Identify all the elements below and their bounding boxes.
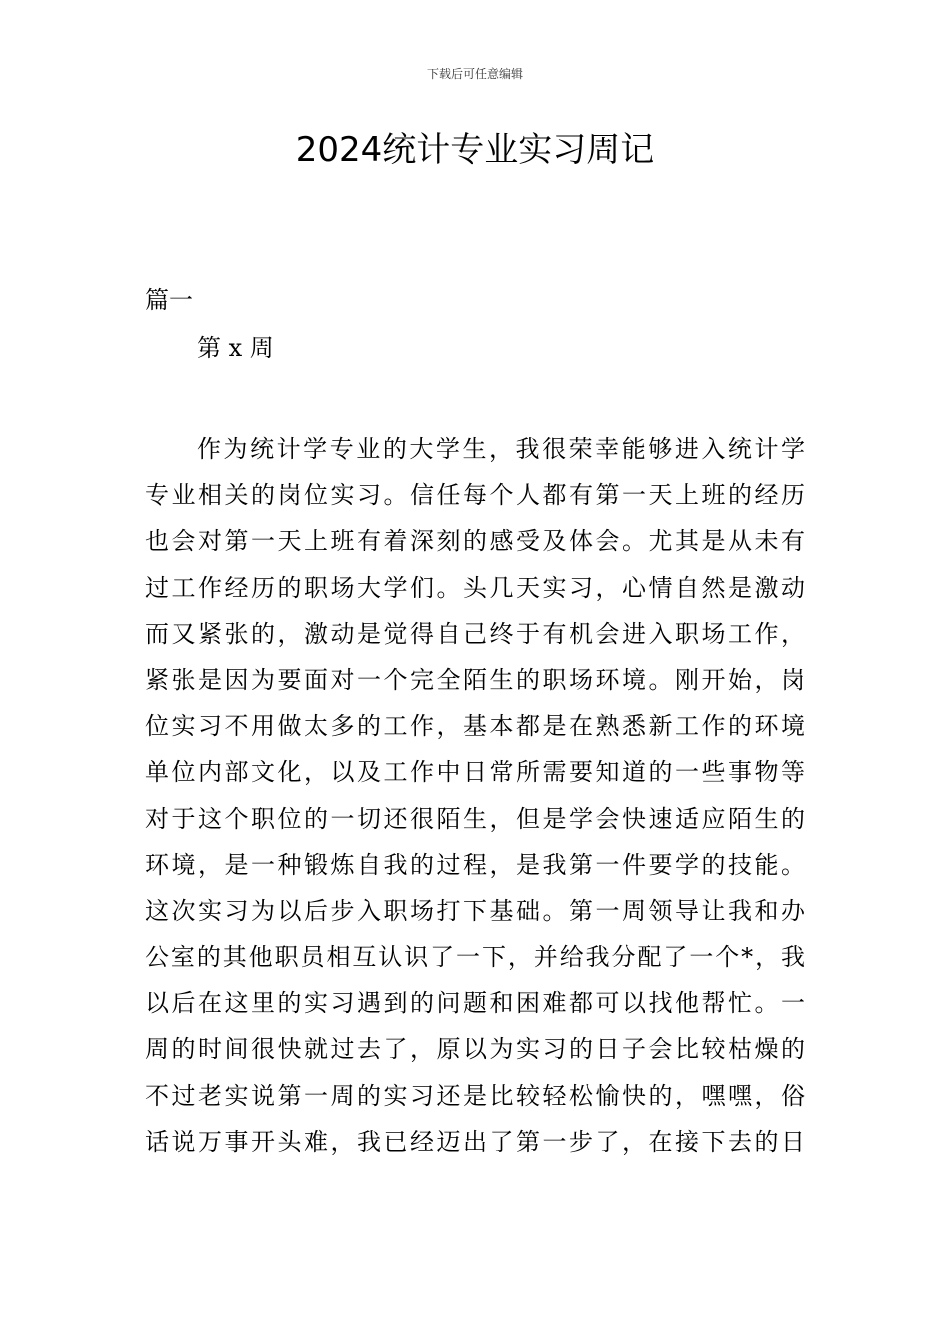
header-note: 下载后可任意编辑 bbox=[426, 67, 523, 81]
paragraph-line: 环境，是一种锻炼自我的过程，是我第一件要学的技能。 bbox=[145, 850, 805, 879]
section-label: 篇一 bbox=[145, 286, 193, 314]
paragraph-line: 话说万事开头难，我已经迈出了第一步了，在接下去的日 bbox=[145, 1127, 805, 1156]
paragraph-line: 不过老实说第一周的实习还是比较轻松愉快的，嘿嘿，俗 bbox=[145, 1081, 805, 1110]
paragraph-line: 以后在这里的实习遇到的问题和困难都可以找他帮忙。一 bbox=[145, 989, 805, 1018]
body-paragraph bbox=[145, 426, 805, 1165]
paragraph-line: 也会对第一天上班有着深刻的感受及体会。尤其是从未有 bbox=[145, 527, 805, 556]
paragraph-line: 专业相关的岗位实习。信任每个人都有第一天上班的经历 bbox=[145, 481, 805, 510]
paragraph-line: 这次实习为以后步入职场打下基础。第一周领导让我和办 bbox=[145, 896, 805, 925]
paragraph-line: 公室的其他职员相互认识了一下，并给我分配了一个*，我 bbox=[145, 943, 805, 972]
paragraph-line: 周的时间很快就过去了，原以为实习的日子会比较枯燥的 bbox=[145, 1035, 805, 1064]
paragraph-line: 过工作经历的职场大学们。头几天实习，心情自然是激动 bbox=[145, 573, 805, 602]
paragraph-line: 紧张是因为要面对一个完全陌生的职场环境。刚开始，岗 bbox=[145, 665, 805, 694]
week-label: 第 x 周 bbox=[197, 334, 274, 362]
paragraph-line: 单位内部文化，以及工作中日常所需要知道的一些事物等 bbox=[145, 758, 805, 787]
paragraph-line: 作为统计学专业的大学生，我很荣幸能够进入统计学 bbox=[197, 435, 805, 463]
paragraph-line: 位实习不用做太多的工作，基本都是在熟悉新工作的环境 bbox=[145, 712, 805, 741]
paragraph-line: 而又紧张的，激动是觉得自己终于有机会进入职场工作， bbox=[145, 619, 805, 648]
document-title: 2024统计专业实习周记 bbox=[295, 130, 655, 170]
paragraph-line: 对于这个职位的一切还很陌生，但是学会快速适应陌生的 bbox=[145, 804, 805, 833]
